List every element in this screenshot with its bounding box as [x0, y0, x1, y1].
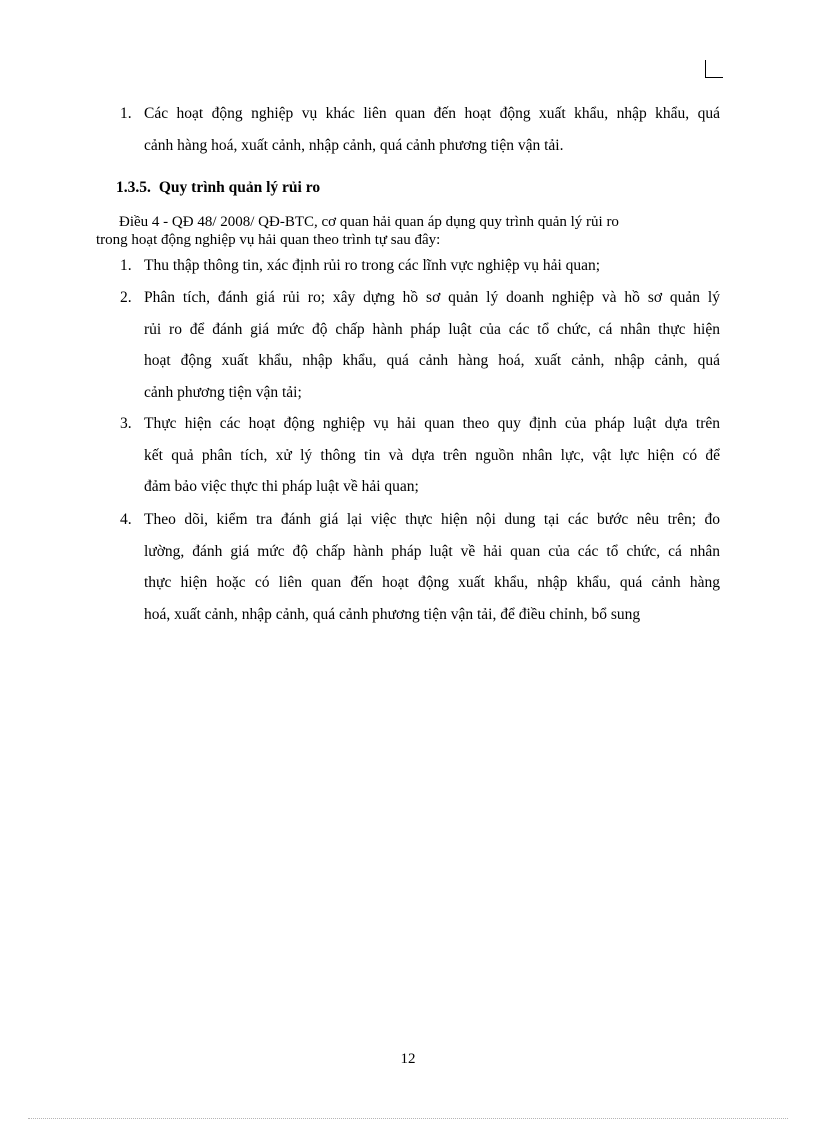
page-bottom-border: [28, 1118, 788, 1119]
text-line: kết quả phân tích, xử lý thông tin và dựa trên nguồn nhân lực, vật lực hiện có để: [144, 446, 720, 464]
continuation-list-item: [120, 98, 720, 161]
list-item-number: 1.: [120, 105, 132, 122]
section-title: Quy trình quản lý rủi ro: [158, 179, 321, 196]
page-number: 12: [400, 1051, 416, 1067]
step-item: [120, 408, 720, 503]
text-line: cảnh phương tiện vận tải;: [144, 383, 302, 401]
list-item-number: 1.: [120, 257, 132, 274]
text-line: Điều 4 - QĐ 48/ 2008/ QĐ-BTC, cơ quan hải quan áp dụng quy trình quản lý rủi ro: [119, 214, 619, 230]
step-item: [120, 282, 720, 408]
text-line: hoạt động xuất khẩu, nhập khẩu, quá cảnh hàng hoá, xuất cảnh, nhập cảnh, quá: [144, 352, 720, 369]
text-line: thực hiện hoặc có liên quan đến hoạt động xuất khẩu, nhập khẩu, quá cảnh hàng: [144, 574, 720, 591]
text-line: đảm bảo việc thực thi pháp luật về hải quan;: [144, 478, 419, 495]
text-line: rủi ro để đánh giá mức độ chấp hành pháp luật của các tổ chức, cá nhân thực hiện: [144, 320, 720, 338]
text-line: Thực hiện các hoạt động nghiệp vụ hải quan theo quy định của pháp luật dựa trên: [144, 415, 720, 432]
text-line: Các hoạt động nghiệp vụ khác liên quan đến hoạt động xuất khẩu, nhập khẩu, quá: [144, 105, 720, 122]
list-item-number: 3.: [120, 415, 132, 432]
list-item-text: [144, 504, 720, 630]
list-item-text: [144, 250, 720, 282]
text-line: Phân tích, đánh giá rủi ro; xây dựng hồ sơ quản lý doanh nghiệp và hồ sơ quản lý: [144, 289, 720, 306]
text-line: cảnh hàng hoá, xuất cảnh, nhập cảnh, quá cảnh phương tiện vận tải.: [144, 136, 564, 154]
list-item-text: [144, 98, 720, 161]
text-line: hoá, xuất cảnh, nhập cảnh, quá cảnh phương tiện vận tải, để điều chỉnh, bổ sung: [144, 605, 641, 623]
text-line: trong hoạt động nghiệp vụ hải quan theo trình tự sau đây:: [96, 232, 441, 248]
list-item-text: [144, 408, 720, 503]
crop-mark: [705, 77, 723, 78]
list-item-number: 4.: [120, 511, 132, 528]
list-item-number: 2.: [120, 289, 132, 306]
list-item-text: [144, 282, 720, 408]
section-heading: [116, 176, 320, 200]
step-item: [120, 250, 720, 282]
text-line: lường, đánh giá mức độ chấp hành pháp luật về hải quan của các tổ chức, cá nhân: [144, 542, 720, 560]
text-line: Thu thập thông tin, xác định rủi ro trong các lĩnh vực nghiệp vụ hải quan;: [144, 257, 601, 274]
section-number: 1.3.5.: [116, 179, 151, 196]
text-line: Theo dõi, kiểm tra đánh giá lại việc thực hiện nội dung tại các bước nêu trên; đo: [144, 511, 720, 528]
crop-mark: [705, 60, 706, 78]
step-item: [120, 504, 720, 630]
intro-paragraph: [96, 213, 720, 249]
